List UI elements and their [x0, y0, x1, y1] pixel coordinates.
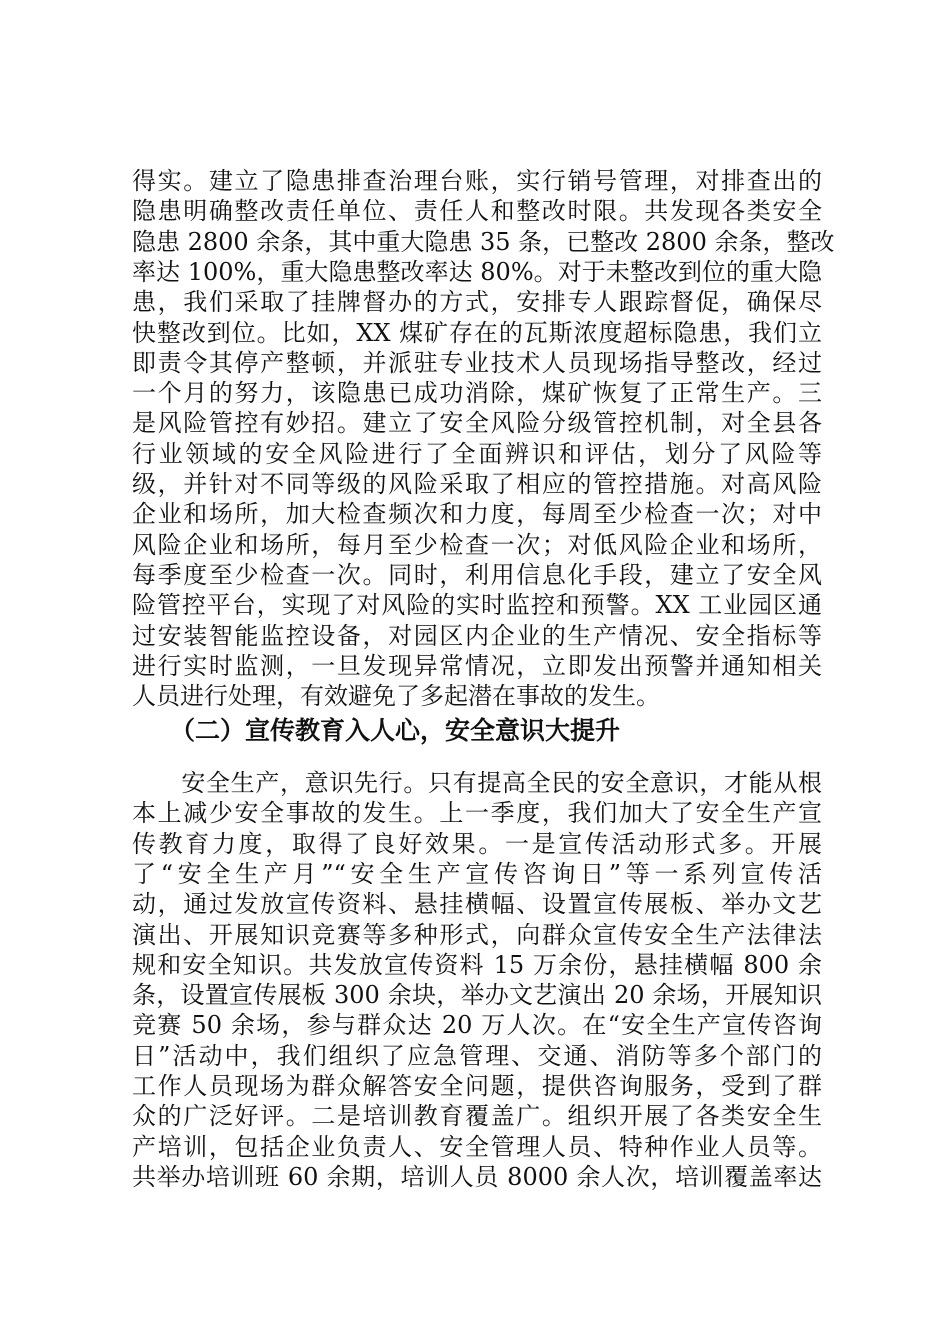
text-line: 产培训，包括企业负责人、安全管理人员、特种作业人员等。 [132, 1133, 822, 1161]
text-line: 险管控平台，实现了对风险的实时监控和预警。XX 工业园区通 [132, 591, 822, 619]
text-line: 规和安全知识。共发放宣传资料 15 万余份，悬挂横幅 800 余 [132, 951, 822, 979]
text-line: 率达 100%，重大隐患整改率达 80%。对于未整改到位的重大隐 [132, 258, 822, 286]
text-line: 了“安全生产月”“安全生产宣传咨询日”等一系列宣传活 [132, 860, 822, 888]
text-line: 进行实时监测，一旦发现异常情况，立即发出预警并通知相关 [132, 652, 822, 680]
text-line: 人员进行处理，有效避免了多起潜在事故的发生。 [132, 682, 660, 710]
text-line: 安全生产，意识先行。只有提高全民的安全意识，才能从根 [132, 769, 822, 797]
text-line: 风险企业和场所，每月至少检查一次；对低风险企业和场所， [132, 531, 822, 559]
text-line: 众的广泛好评。二是培训教育覆盖广。组织开展了各类安全生 [132, 1102, 822, 1130]
text-line: 传教育力度，取得了良好效果。一是宣传活动形式多。开展 [132, 830, 822, 858]
text-line: 演出、开展知识竞赛等多种形式，向群众宣传安全生产法律法 [132, 921, 822, 949]
text-line: 隐患 2800 余条，其中重大隐患 35 条，已整改 2800 余条，整改 [132, 228, 835, 256]
text-line: 患，我们采取了挂牌督办的方式，安排专人跟踪督促，确保尽 [132, 288, 822, 316]
text-line: 是风险管控有妙招。建立了安全风险分级管控机制，对全县各 [132, 409, 822, 437]
text-line: 本上减少安全事故的发生。上一季度，我们加大了安全生产宣 [132, 799, 822, 827]
text-line: 过安装智能监控设备，对园区内企业的生产情况、安全指标等 [132, 622, 822, 650]
text-line: 条，设置宣传展板 300 余块，举办文艺演出 20 余场，开展知识 [132, 981, 822, 1009]
section-heading: （二）宣传教育入人心，安全意识大提升 [170, 716, 621, 745]
text-line: 企业和场所，加大检查频次和力度，每周至少检查一次；对中 [132, 500, 822, 528]
text-line: 工作人员现场为群众解答安全问题，提供咨询服务，受到了群 [132, 1072, 822, 1100]
text-line: 动，通过发放宣传资料、悬挂横幅、设置宣传展板、举办文艺 [132, 890, 822, 918]
text-line: 得实。建立了隐患排查治理台账，实行销号管理，对排查出的 [132, 167, 822, 195]
text-line: 快整改到位。比如，XX 煤矿存在的瓦斯浓度超标隐患，我们立 [132, 319, 822, 347]
text-line: 日”活动中，我们组织了应急管理、交通、消防等多个部门的 [132, 1042, 822, 1070]
text-line: 隐患明确整改责任单位、责任人和整改时限。共发现各类安全 [132, 197, 822, 225]
text-line: 共举办培训班 60 余期，培训人员 8000 余人次，培训覆盖率达 [132, 1163, 822, 1191]
text-line: 一个月的努力，该隐患已成功消除，煤矿恢复了正常生产。三 [132, 379, 822, 407]
text-line: 级，并针对不同等级的风险采取了相应的管控措施。对高风险 [132, 470, 822, 498]
text-line: 每季度至少检查一次。同时，利用信息化手段，建立了安全风 [132, 561, 822, 589]
text-line: 行业领域的安全风险进行了全面辨识和评估，划分了风险等 [132, 440, 822, 468]
text-line: 即责令其停产整顿，并派驻专业技术人员现场指导整改，经过 [132, 349, 822, 377]
text-line: 竞赛 50 余场，参与群众达 20 万人次。在“安全生产宣传咨询 [132, 1011, 822, 1039]
